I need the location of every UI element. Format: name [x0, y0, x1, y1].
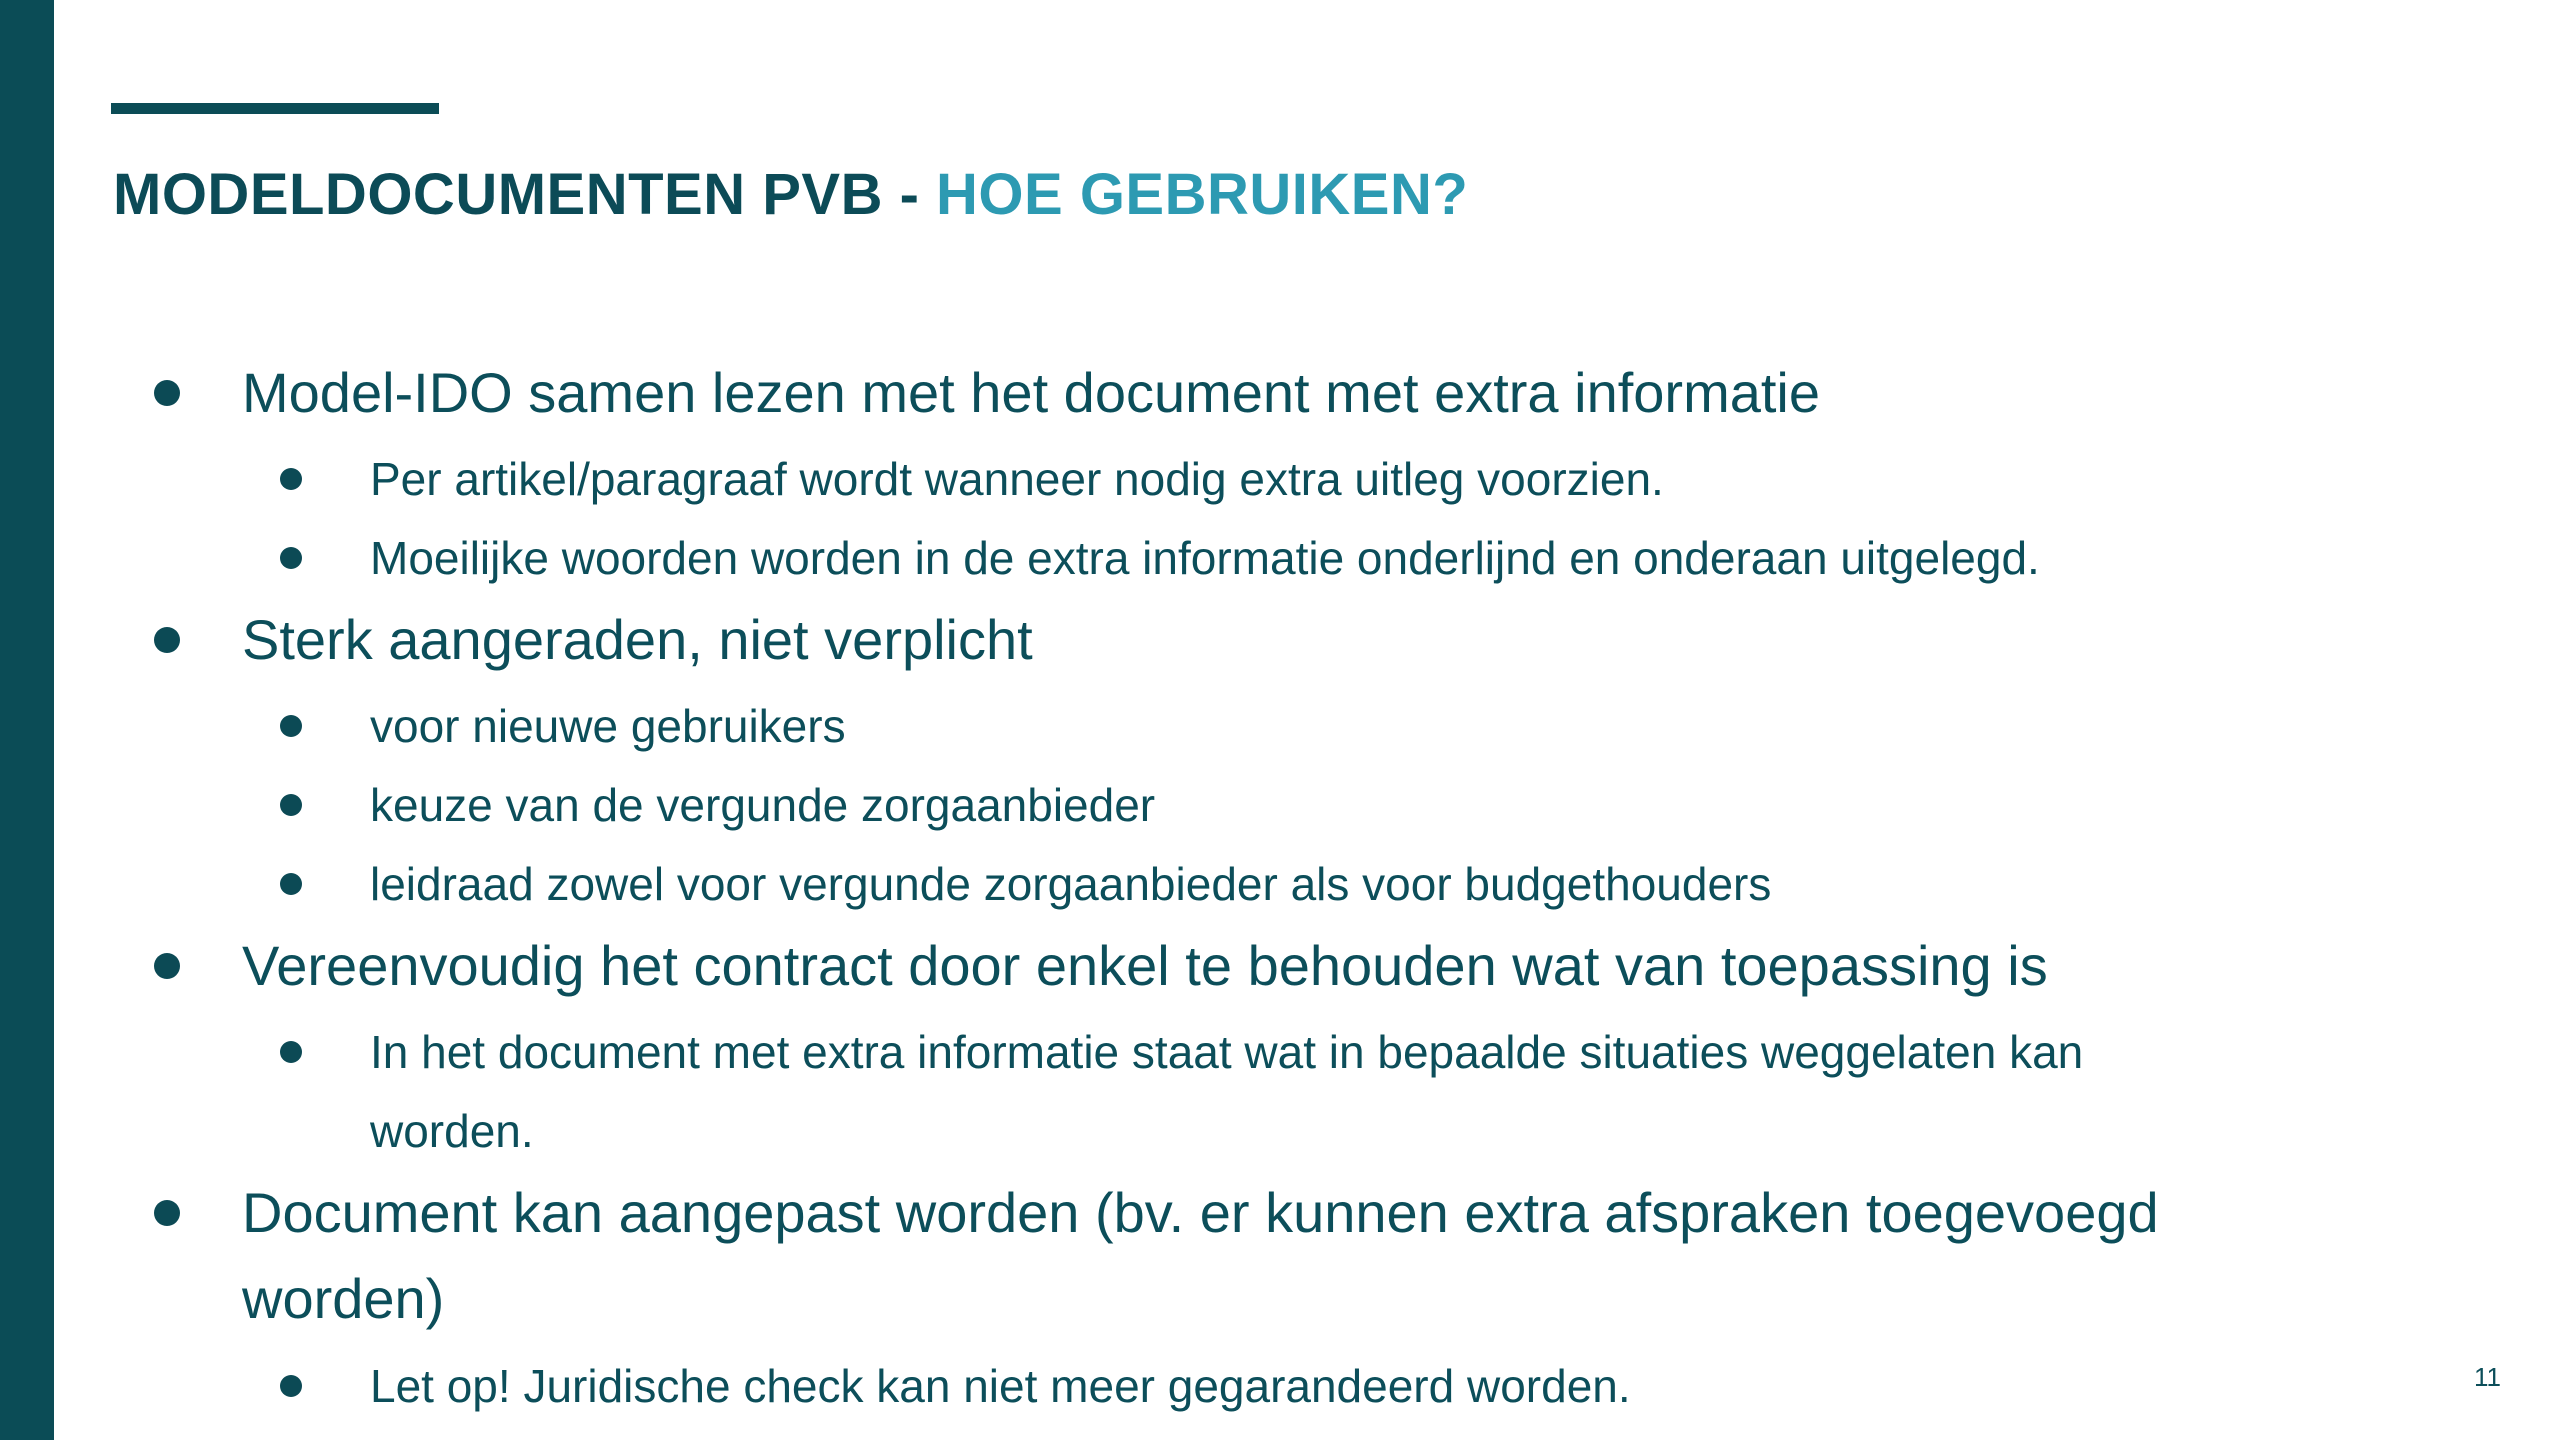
sub-bullet-item	[370, 440, 1664, 519]
bullet-item	[242, 350, 1820, 436]
sub-bullet-dot-icon	[280, 873, 302, 895]
sub-bullet-continuation	[370, 1092, 534, 1171]
bullet-text: Vereenvoudig het contract door enkel te behouden wat van toepassing is	[242, 934, 2048, 997]
sub-bullet-item	[370, 1347, 1631, 1426]
bullet-text: Document kan aangepast worden (bv. er kunnen extra afspraken toegevoegd	[242, 1181, 2159, 1244]
sub-bullet-dot-icon	[280, 715, 302, 737]
sub-bullet-item	[370, 519, 2040, 598]
sub-bullet-item	[370, 766, 1155, 845]
page-number: 11	[2474, 1362, 2501, 1392]
sub-bullet-text: worden.	[370, 1105, 534, 1157]
sub-bullet-text: leidraad zowel voor vergunde zorgaanbieder als voor budgethouders	[370, 858, 1772, 910]
bullet-text: Model-IDO samen lezen met het document met extra informatie	[242, 361, 1821, 424]
bullet-dot-icon	[154, 953, 180, 979]
sub-bullet-item	[370, 845, 1771, 924]
sub-bullet-text: Per artikel/paragraaf wordt wanneer nodig extra uitleg voorzien.	[370, 453, 1664, 505]
title-dark-part: MODELDOCUMENTEN PVB -	[113, 162, 920, 227]
bullet-text: worden)	[242, 1267, 445, 1330]
sub-bullet-dot-icon	[280, 468, 302, 490]
bullet-dot-icon	[154, 380, 180, 406]
sub-bullet-text: In het document met extra informatie staat wat in bepaalde situaties weggelaten kan	[370, 1026, 2084, 1078]
bullet-item	[242, 1170, 2159, 1256]
title-accent-part: HOE GEBRUIKEN?	[936, 162, 1469, 227]
bullet-text: Sterk aangeraden, niet verplicht	[242, 608, 1033, 671]
sub-bullet-text: voor nieuwe gebruikers	[370, 700, 846, 752]
sub-bullet-item	[370, 1013, 2083, 1092]
sub-bullet-dot-icon	[280, 1041, 302, 1063]
sub-bullet-dot-icon	[280, 547, 302, 569]
sub-bullet-text: Moeilijke woorden worden in de extra informatie onderlijnd en onderaan uitgelegd.	[370, 532, 2040, 584]
sub-bullet-text: keuze van de vergunde zorgaanbieder	[370, 779, 1156, 831]
bullet-continuation	[242, 1256, 444, 1342]
bullet-dot-icon	[154, 627, 180, 653]
sub-bullet-dot-icon	[280, 1375, 302, 1397]
bullet-item	[242, 923, 2048, 1009]
sub-bullet-text: Let op! Juridische check kan niet meer gegarandeerd worden.	[370, 1360, 1631, 1412]
bullet-item	[242, 597, 1033, 683]
sub-bullet-item	[370, 687, 846, 766]
sub-bullet-dot-icon	[280, 794, 302, 816]
bullet-dot-icon	[154, 1200, 180, 1226]
